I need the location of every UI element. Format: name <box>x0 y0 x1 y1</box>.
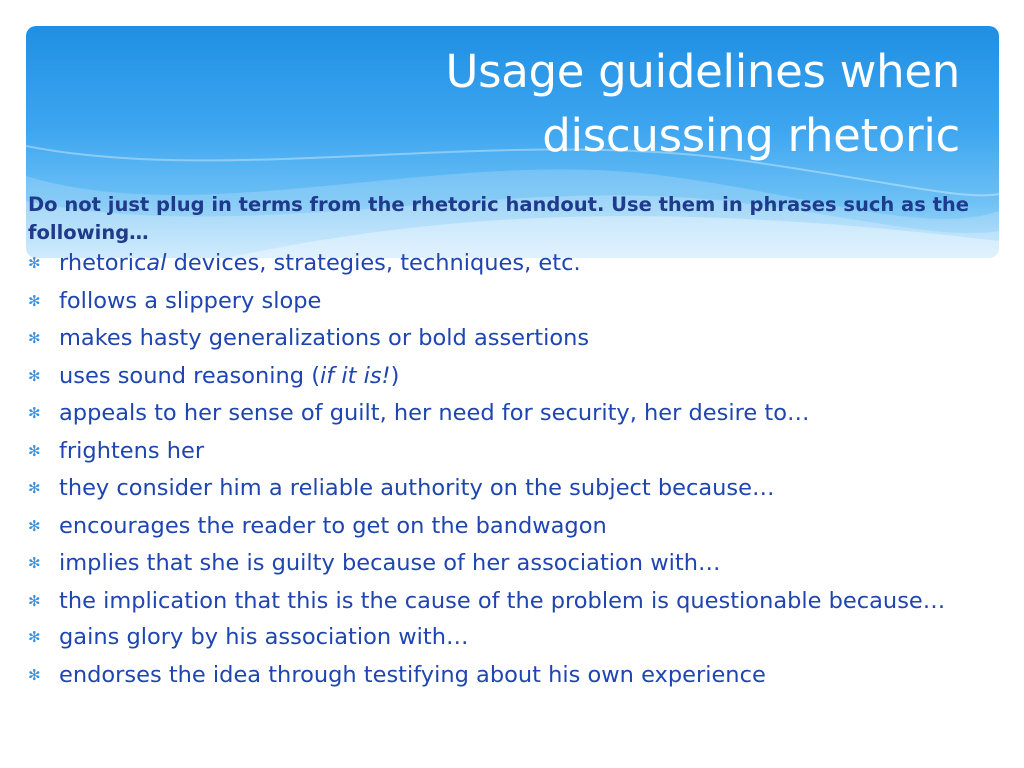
list-item: ✻ rhetorical devices, strategies, techniques, etc. <box>28 250 581 276</box>
list-item: ✻ the implication that this is the cause of the problem is questionable because… <box>28 587 946 614</box>
list-item: ✻ appeals to her sense of guilt, her need for security, her desire to… <box>28 400 810 426</box>
intro-text: Do not just plug in terms from the rhetoric handout. Use them in phrases such as the following… <box>28 193 970 244</box>
list-item: ✻ they consider him a reliable authority on the subject because… <box>28 475 775 501</box>
title-line-2: discussing rhetoric <box>542 109 960 162</box>
list-item: ✻ makes hasty generalizations or bold assertions <box>28 325 590 351</box>
slide-body <box>28 191 1013 698</box>
asterisk-icon: ✻ <box>28 366 41 385</box>
asterisk-icon: ✻ <box>28 404 41 422</box>
list-item: ✻ frightens her <box>28 437 205 464</box>
asterisk-icon: ✻ <box>28 329 41 347</box>
list-item: ✻ gains glory by his association with… <box>28 624 469 650</box>
asterisk-icon: ✻ <box>28 291 41 310</box>
asterisk-icon: ✻ <box>28 254 41 272</box>
asterisk-icon: ✻ <box>28 628 41 646</box>
bullet-list <box>28 249 1013 690</box>
slide-title <box>445 40 960 168</box>
list-item: ✻ encourages the reader to get on the bandwagon <box>28 512 607 539</box>
asterisk-icon: ✻ <box>28 441 41 460</box>
asterisk-icon: ✻ <box>28 516 41 535</box>
asterisk-icon: ✻ <box>28 591 41 610</box>
list-item: ✻ endorses the idea through testifying about his own experience <box>28 661 766 688</box>
list-item: ✻ follows a slippery slope <box>28 287 322 314</box>
asterisk-icon: ✻ <box>28 554 41 572</box>
list-item: ✻ uses sound reasoning (if it is!) <box>28 362 400 389</box>
title-line-1: Usage guidelines when <box>445 45 960 98</box>
list-item: ✻ implies that she is guilty because of her association with… <box>28 550 721 576</box>
asterisk-icon: ✻ <box>28 479 41 497</box>
asterisk-icon: ✻ <box>28 665 41 684</box>
